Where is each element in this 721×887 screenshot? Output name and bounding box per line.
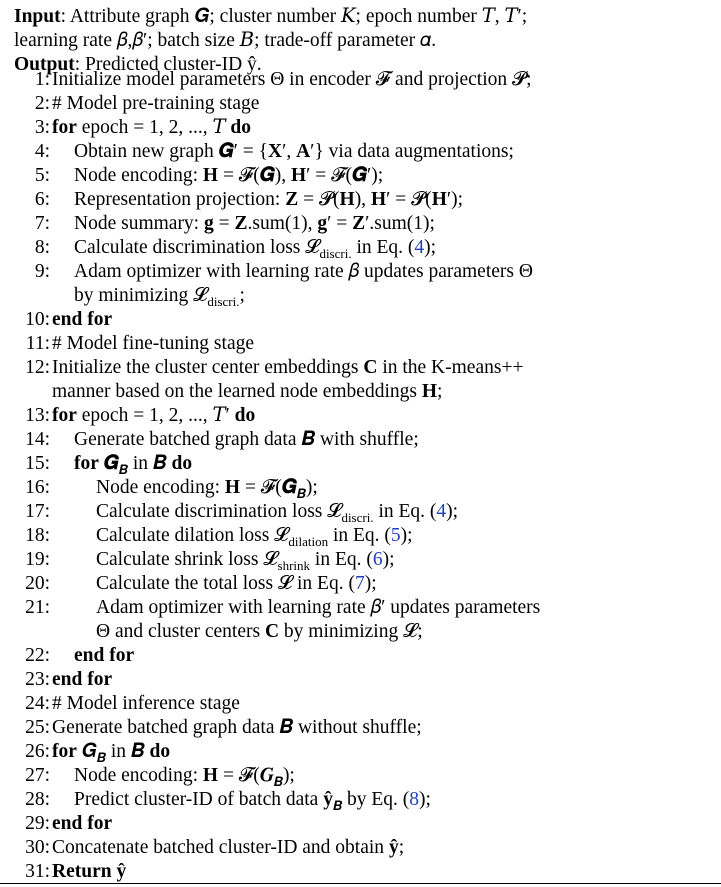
line-text: Θ and cluster centers C by minimizing 𝓛; <box>96 621 423 642</box>
algorithm-line <box>14 596 540 620</box>
line-number: 12: <box>25 357 50 378</box>
algorithm-line <box>14 140 514 164</box>
line-text: Calculate discrimination loss 𝓛$_{discri.}$ in Eq. (4); <box>74 237 437 261</box>
line-text: Node summary: g = Z.sum(1), g′ = Z′.sum(1); <box>74 213 435 234</box>
algorithm-line <box>14 836 404 860</box>
algorithm-line <box>14 92 259 116</box>
line-text: # Model inference stage <box>52 693 240 714</box>
line-text: end for <box>74 645 135 666</box>
algorithm-line <box>14 812 112 836</box>
line-number: 6: <box>34 189 50 210</box>
line-text: end for <box>52 813 113 834</box>
line-number: 22: <box>25 645 50 666</box>
algorithm-line <box>14 524 413 548</box>
line-number: 15: <box>25 453 50 474</box>
algorithm-line <box>14 764 295 788</box>
algorithm-line <box>14 332 254 356</box>
algorithm-line <box>14 788 431 812</box>
line-text: Calculate shrink loss 𝓛$_{shrink}$ in Eq. (6); <box>96 549 395 573</box>
algorithm-line <box>14 188 463 212</box>
line-number: 18: <box>25 525 50 546</box>
output-text: : Predicted cluster-ID ŷ. <box>74 54 262 75</box>
line-number: 19: <box>25 549 50 570</box>
line-number: 26: <box>25 741 50 762</box>
algorithm-line <box>14 740 170 764</box>
line-number: 9: <box>34 261 50 282</box>
line-text: Initialize model parameters Θ in encoder 𝓕 and projection 𝓟; <box>52 69 532 90</box>
output-keyword: Output <box>14 54 75 75</box>
line-text: for 𝑮$_𝑩$ in 𝑩 do <box>74 453 193 477</box>
line-text: Calculate dilation loss 𝓛$_{dilation}$ in Eq. (5); <box>96 525 413 549</box>
line-text: for 𝑮$_𝑩$ in 𝑩 do <box>52 741 171 765</box>
algorithm-line <box>14 860 126 884</box>
line-number: 31: <box>25 861 50 882</box>
algorithm-line <box>14 212 435 236</box>
line-number: 17: <box>25 501 50 522</box>
line-number: 29: <box>25 813 50 834</box>
line-text: Obtain new graph 𝑮′ = {X′, A′} via data augmentations; <box>74 141 514 162</box>
input-keyword: Input <box>14 6 61 27</box>
algorithm-line <box>14 68 531 92</box>
line-number: 30: <box>25 837 50 858</box>
line-number: 7: <box>34 213 50 234</box>
algorithm-line <box>14 452 192 476</box>
line-text: for epoch = 1, 2, ..., 𝑇 do <box>52 117 251 138</box>
line-text: # Model fine-tuning stage <box>52 333 254 354</box>
line-number: 4: <box>34 141 50 162</box>
line-number: 5: <box>34 165 50 186</box>
line-number: 21: <box>25 597 50 618</box>
algorithm-line <box>14 404 255 428</box>
algorithm-line <box>14 500 458 524</box>
bottom-rule <box>0 883 721 884</box>
input-line-2 <box>14 29 436 53</box>
algorithm-line <box>14 548 395 572</box>
line-text: Adam optimizer with learning rate 𝛽 updates parameters Θ <box>74 261 533 282</box>
line-text: by minimizing 𝓛$_{discri.}$; <box>74 285 245 309</box>
line-text: Generate batched graph data 𝑩 without shuffle; <box>52 717 422 738</box>
algorithm-line <box>14 572 377 596</box>
algorithm-line <box>14 716 422 740</box>
line-number: 8: <box>34 237 50 258</box>
line-text: Node encoding: H = 𝓕(𝑮$_𝑩$); <box>96 477 318 501</box>
algorithm-line <box>14 692 240 716</box>
line-text: Initialize the cluster center embeddings C in the K-means++ <box>52 357 524 378</box>
input-text-2: learning rate 𝛽,𝛽′; batch size 𝐵; trade-off parameter 𝛼. <box>14 30 437 51</box>
line-text: Adam optimizer with learning rate 𝛽′ updates parameters <box>96 597 541 618</box>
algorithm-line <box>14 380 442 404</box>
line-number: 3: <box>34 117 50 138</box>
line-text: for epoch = 1, 2, ..., 𝑇′ do <box>52 405 256 426</box>
input-text: : Attribute graph 𝑮; cluster number 𝐾; epoch number 𝑇, 𝑇′; <box>60 6 528 27</box>
line-number: 1: <box>34 69 50 90</box>
line-text: # Model pre-training stage <box>52 93 260 114</box>
algorithm-line <box>14 284 245 308</box>
line-text: Generate batched graph data 𝑩 with shuffle; <box>74 429 419 450</box>
line-text: Calculate discrimination loss 𝓛$_{discri.}$ in Eq. (4); <box>96 501 459 525</box>
algorithm-line <box>14 620 423 644</box>
line-text: end for <box>52 669 113 690</box>
line-number: 13: <box>25 405 50 426</box>
line-text: Node encoding: H = 𝓕(𝑮), H′ = 𝓕(𝑮′); <box>74 165 384 186</box>
algorithm-line <box>14 260 533 284</box>
algorithm-line <box>14 668 112 692</box>
line-text: Node encoding: H = 𝓕(𝑮$_𝑩$); <box>74 765 295 789</box>
line-number: 28: <box>25 789 50 810</box>
line-text: Predict cluster-ID of batch data $ŷ_𝑩$ by Eq. (8); <box>74 789 431 813</box>
algorithm-line <box>14 116 251 140</box>
line-number: 27: <box>25 765 50 786</box>
line-number: 16: <box>25 477 50 498</box>
line-text: Return ŷ <box>52 861 127 882</box>
algorithm-line <box>14 164 383 188</box>
line-number: 23: <box>25 669 50 690</box>
algorithm-line <box>14 644 134 668</box>
algorithm-line <box>14 428 419 452</box>
algorithm-line <box>14 476 318 500</box>
algorithm-line <box>14 236 436 260</box>
line-text: Representation projection: Z = 𝓟(H), H′ = 𝓟(H′); <box>74 189 464 210</box>
input-line <box>14 5 527 29</box>
line-number: 11: <box>25 333 50 354</box>
line-number: 24: <box>25 693 50 714</box>
line-number: 2: <box>34 93 50 114</box>
line-text: manner based on the learned node embeddings H; <box>52 381 443 402</box>
line-number: 14: <box>25 429 50 450</box>
algorithm-line <box>14 356 523 380</box>
line-number: 10: <box>25 309 50 330</box>
line-text: Calculate the total loss 𝓛 in Eq. (7); <box>96 573 377 594</box>
line-text: end for <box>52 309 113 330</box>
line-text: Concatenate batched cluster-ID and obtain ŷ; <box>52 837 405 858</box>
algorithm-line <box>14 308 112 332</box>
line-number: 20: <box>25 573 50 594</box>
line-number: 25: <box>25 717 50 738</box>
